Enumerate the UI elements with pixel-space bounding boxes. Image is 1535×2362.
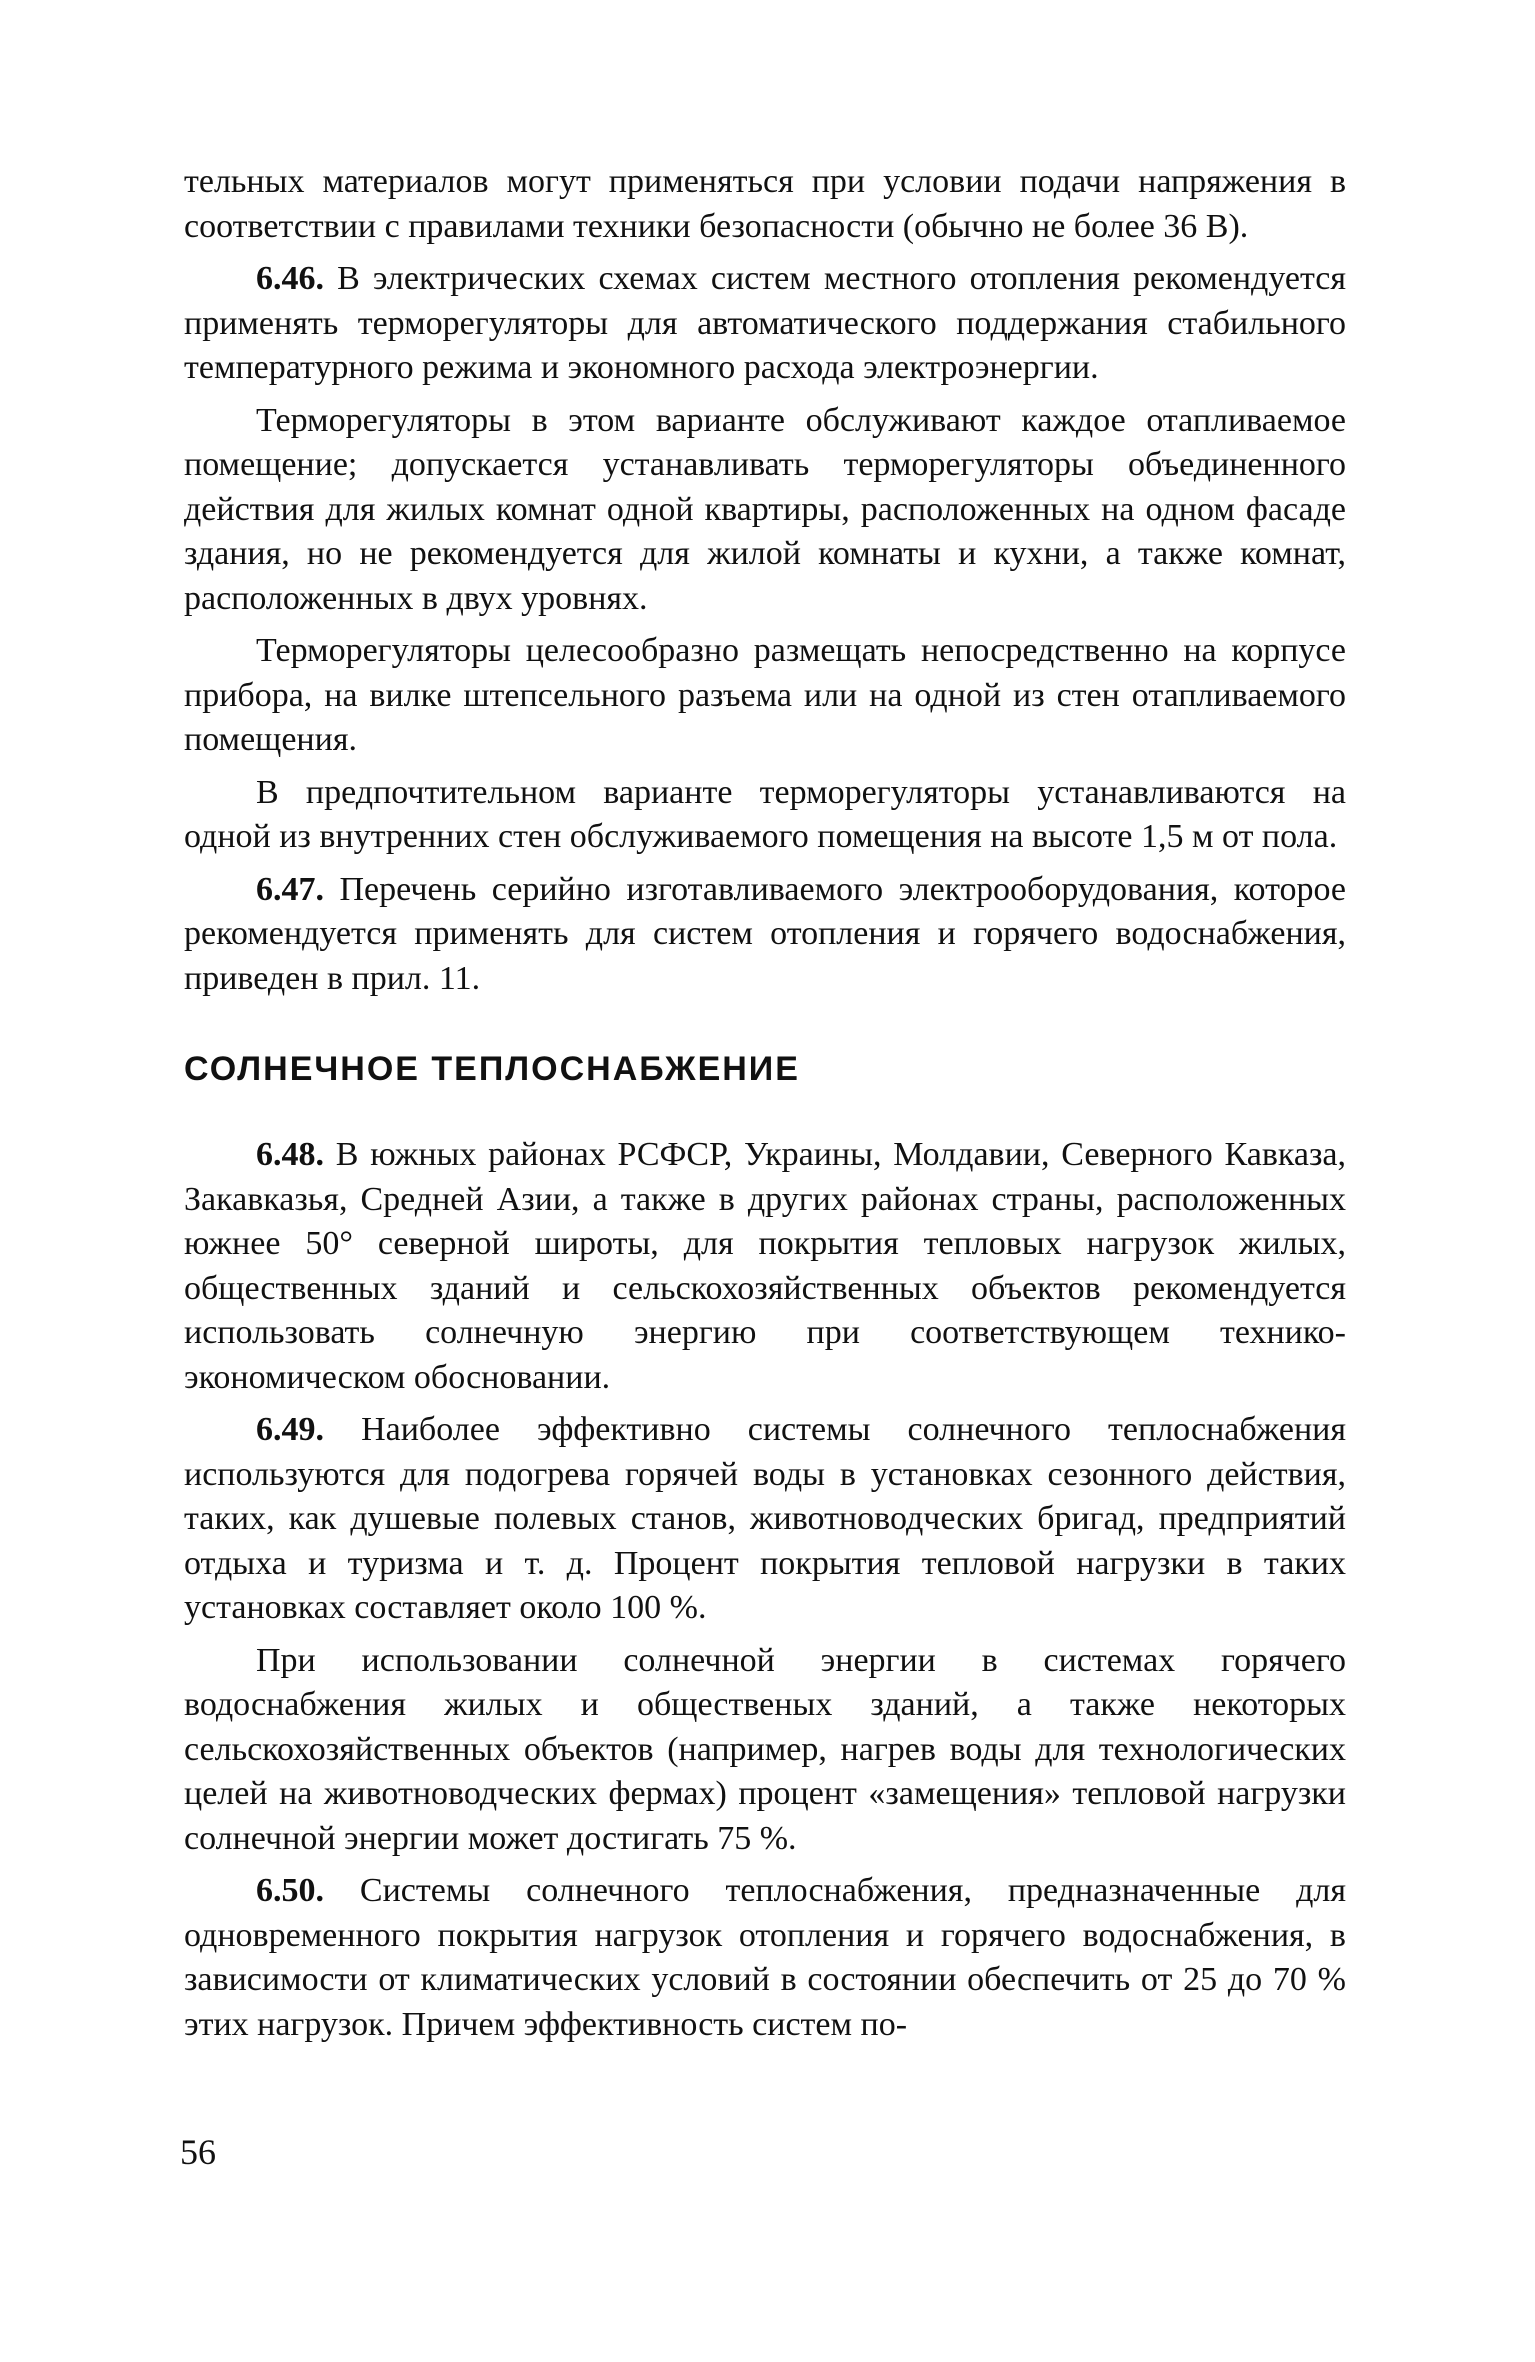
paragraph — [184, 1639, 1346, 1862]
paragraph-text: В предпочтительном варианте терморегуляторы устанавливаются на одной из внутренних стен обслуживаемого помещения на высоте 1,5 м от пола. — [184, 773, 1346, 855]
paragraph — [184, 399, 1346, 622]
paragraph-text: Терморегуляторы целесообразно размещать непосредственно на корпусе прибора, на вилке штепсельного разъема или на одной из стен отапливаемого помещения. — [184, 632, 1346, 758]
clause-number: 6.48. — [256, 1136, 324, 1173]
paragraph-text: Системы солнечного теплоснабжения, предназначенные для одновременного покрытия нагрузок отопления и горячего водоснабжения, в зависимости от климатических условий в состоянии обеспечить от 25 до 70 % этих нагрузок. Причем эффективность систем по- — [184, 1872, 1346, 2043]
paragraph-6-47 — [184, 868, 1346, 1002]
clause-number: 6.46. — [256, 260, 324, 297]
paragraph-text: Перечень серийно изготавливаемого электрооборудования, которое рекомендуется применять для систем отопления и горячего водоснабжения, приведен в прил. 11. — [184, 870, 1346, 997]
paragraph-6-46 — [184, 257, 1346, 391]
paragraph-text: В южных районах РСФСР, Украины, Молдавии, Северного Кавказа, Закавказья, Средней Азии, а также в других районах страны, расположенных южнее 50° северной широты, для покрытия тепловых нагрузок жилых, общественных зданий и сельскохозяйственных объектов рекомендуется использовать солнечную энергию при соответствующем технико-экономическом обосновании. — [184, 1136, 1346, 1396]
paragraph-continuation — [184, 160, 1346, 249]
clause-number: 6.47. — [256, 870, 324, 908]
paragraph-text: тельных материалов могут применяться при условии подачи напряжения в соответствии с правилами техники безопасности (обычно не более 36 В). — [184, 163, 1346, 245]
section-heading: СОЛНЕЧНОЕ ТЕПЛОСНАБЖЕНИЕ — [184, 1050, 800, 1088]
paragraph-text: В электрических схемах систем местного отопления рекомендуется применять терморегуляторы для автоматического поддержания стабильного температурного режима и экономного расхода электроэнергии. — [184, 260, 1346, 386]
paragraph-6-49 — [184, 1408, 1346, 1631]
paragraph-6-48 — [184, 1133, 1346, 1400]
paragraph — [184, 771, 1346, 860]
page-body — [184, 160, 1346, 2055]
paragraph-6-50 — [184, 1869, 1346, 2047]
paragraph-text: Наиболее эффективно системы солнечного теплоснабжения используются для подогрева горячей воды в установках сезонного действия, таких, как душевые полевых станов, животноводческих бригад, предприятий отдыха и туризма и т. д. Процент покрытия тепловой нагрузки в таких установках составляет около 100 %. — [184, 1411, 1346, 1626]
page-number: 56 — [180, 2132, 216, 2172]
clause-number: 6.50. — [256, 1872, 324, 1909]
paragraph — [184, 629, 1346, 763]
paragraph-text: При использовании солнечной энергии в системах горячего водоснабжения жилых и общественых зданий, а также некоторых сельскохозяйственных объектов (например, нагрев воды для технологических целей на животноводческих фермах) процент «замещения» тепловой нагрузки солнечной энергии может достигать 75 %. — [184, 1641, 1346, 1857]
clause-number: 6.49. — [256, 1411, 324, 1448]
paragraph-text: Терморегуляторы в этом варианте обслуживают каждое отапливаемое помещение; допускается устанавливать терморегуляторы объединенного действия для жилых комнат одной квартиры, расположенных на одном фасаде здания, но не рекомендуется для жилой комнаты и кухни, а также комнат, расположенных в двух уровнях. — [184, 401, 1346, 617]
